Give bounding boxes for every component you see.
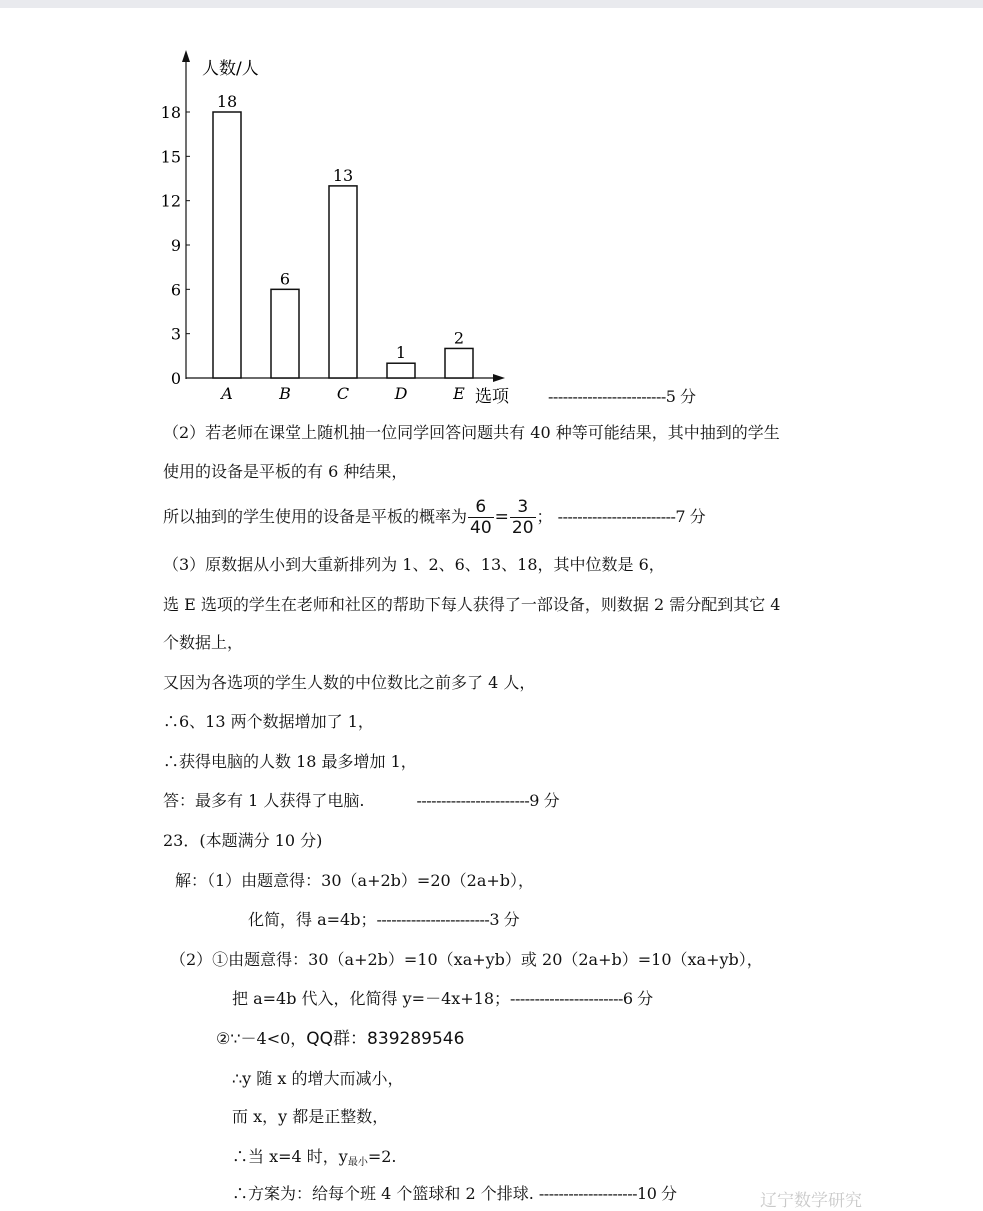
score-mark-10: --------------------10 分 (538, 1184, 677, 1203)
equals-sign: = (494, 507, 509, 527)
bar-value-label: 18 (216, 92, 238, 111)
score-mark-6: -----------------------6 分 (510, 989, 653, 1008)
q23-plan-text: ∴方案为：给每个班 4 个篮球和 2 个排球. (232, 1184, 534, 1203)
part3-line5: ∴6、13 两个数据增加了 1， (163, 712, 374, 731)
x-category-label: D (394, 384, 408, 403)
part3-line4: 又因为各选项的学生人数的中位数比之前多了 4 人， (163, 673, 536, 692)
bar-A (213, 112, 241, 378)
bar-value-label: 13 (332, 165, 354, 185)
y-tick-label: 0 (170, 369, 181, 388)
bar-B (271, 289, 299, 378)
q23-solution-line8 (232, 1146, 397, 1174)
top-bar (0, 0, 983, 8)
q23-slope-text: ②∵－4<0， (216, 1029, 307, 1048)
part3-answer-text: 答：最多有 1 人获得了电脑. (163, 791, 365, 810)
fraction-denominator: 40 (470, 518, 492, 538)
score-mark-3: -----------------------3 分 (376, 910, 520, 929)
fraction-6-40 (468, 497, 494, 538)
bar-value-label: 6 (279, 269, 291, 289)
fraction-denominator: 20 (511, 518, 534, 538)
part3-line2: 选 E 选项的学生在老师和社区的帮助下每人获得了一部设备，则数据 2 需分配到其它 4 (163, 595, 781, 614)
score-mark-9: -----------------------9 分 (416, 791, 560, 810)
qq-group-text: QQ群：839289546 (306, 1029, 465, 1049)
x-axis-arrow (493, 374, 505, 382)
y-tick-label: 9 (170, 236, 181, 255)
x-axis-label: 选项 (475, 387, 509, 407)
x-category-label: C (336, 384, 350, 403)
y-tick-label: 18 (160, 103, 181, 122)
bar-C (329, 186, 357, 378)
part3-answer (163, 790, 559, 812)
q23-solution-line9 (232, 1183, 676, 1205)
q23-solution-line5 (216, 1026, 464, 1052)
q23-solution-line2 (248, 909, 519, 931)
y-axis-label: 人数/人 (202, 59, 259, 79)
part2-line1: （2）若老师在课堂上随机抽一位同学回答问题共有 40 种等可能结果，其中抽到的学生 (163, 423, 780, 442)
fraction-numerator: 6 (468, 497, 494, 518)
q23-simplify-text: 化简，得 a=4b； (248, 910, 377, 929)
q23-min-subscript: 最小 (347, 1157, 368, 1168)
q23-solution-line6: ∴y 随 x 的增大而减小， (232, 1069, 404, 1088)
q23-solution-line1: 解：（1）由题意得：30（a+2b）=20（2a+b）， (175, 871, 535, 890)
part3-line6: ∴获得电脑的人数 18 最多增加 1， (163, 752, 417, 771)
bar-value-label: 2 (453, 328, 465, 348)
q23-min-prefix: ∴当 x=4 时，y (232, 1147, 348, 1166)
q23-solution-line7: 而 x，y 都是正整数， (232, 1107, 389, 1126)
x-category-label: A (221, 384, 233, 403)
bar-E (445, 348, 473, 378)
bar-D (387, 363, 415, 378)
q23-solution-line3: （2）①由题意得：30（a+2b）=10（xa+yb）或 20（2a+b）=10（xa+yb）， (170, 950, 763, 969)
part2-line3 (163, 494, 705, 540)
bar-chart (150, 40, 530, 410)
y-tick-label: 3 (170, 324, 181, 344)
x-category-label: B (279, 384, 291, 403)
y-tick-label: 6 (170, 280, 181, 300)
part2-line3-prefix: 所以抽到的学生使用的设备是平板的概率为 (163, 507, 468, 526)
y-tick-label: 12 (160, 191, 181, 211)
fraction-3-20 (510, 497, 536, 538)
y-axis-arrow (182, 50, 190, 62)
part3-line1: （3）原数据从小到大重新排列为 1、2、6、13、18，其中位数是 6， (163, 555, 665, 574)
part2-line2: 使用的设备是平板的有 6 种结果， (163, 462, 408, 481)
score-mark-5: ------------------------5 分 (548, 387, 696, 406)
bar-value-label: 1 (395, 343, 407, 363)
watermark: 辽宁数学研究 (760, 1191, 862, 1211)
fraction-numerator: 3 (510, 497, 536, 518)
q23-substitute-text: 把 a=4b 代入，化简得 y=－4x+18； (232, 989, 511, 1008)
q23-solution-line4 (232, 988, 653, 1010)
question-23-title: 23．(本题满分 10 分) (163, 831, 323, 850)
part2-line3-suffix: ； (536, 507, 553, 526)
x-category-label: E (453, 384, 465, 403)
y-tick-label: 15 (160, 147, 181, 167)
q23-min-suffix: =2. (367, 1147, 397, 1166)
part3-line3: 个数据上， (163, 633, 244, 652)
score-mark-7: ------------------------7 分 (557, 507, 706, 526)
